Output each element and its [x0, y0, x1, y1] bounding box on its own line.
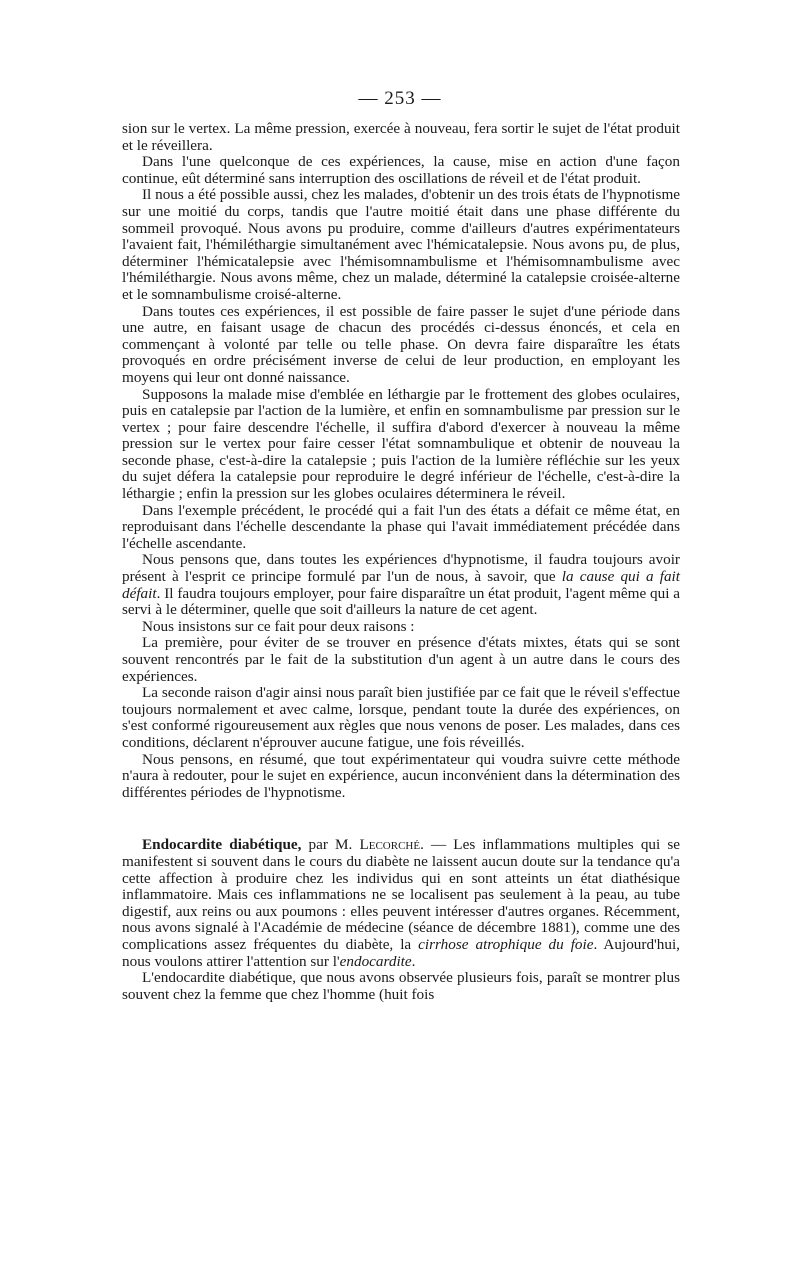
author-name: Lecorché: [359, 836, 421, 854]
paragraph: Nous pensons, en résumé, que tout expérimentateur qui voudra suivre cette méthode n'aura à redouter, pour le sujet en expérience, aucun inconvénient dans la détermination des différentes périodes de l'hypnotisme.: [122, 750, 680, 801]
italic-phrase: la cause qui a fait défait: [122, 568, 680, 602]
section-title: Endocardite diabétique,: [142, 836, 302, 854]
text-run: . Aujourd'hui, nous voulons attirer l'attention sur l': [122, 935, 680, 970]
italic-phrase: cirrhose atrophique du foie: [418, 935, 594, 953]
paragraph: Il nous a été possible aussi, chez les malades, d'obtenir un des trois états de l'hypnotisme sur une moitié du corps, tandis que l'autre moitié était dans une phase différente du sommeil provoqué. Nous avons pu produire, comme d'ailleurs d'autres expérimentateurs l'avaient fait, l'hémiléthargie simultanément avec l'hémicatalepsie. Nous avons pu, de plus, déterminer l'hémicatalepsie avec l'hémisomnambulisme et l'hémisomnambulisme avec l'hémiléthargie. Nous avons même, chez un malade, déterminé la catalepsie croisée-alterne et le somnambulisme croisé-alterne.: [122, 186, 680, 303]
page-body: [122, 121, 680, 1003]
page-number: — 253 —: [358, 88, 442, 109]
italic-phrase: endocardite: [339, 952, 412, 970]
paragraph: L'endocardite diabétique, que nous avons observée plusieurs fois, paraît se montrer plus souvent chez la femme que chez l'homme (huit fois: [122, 969, 680, 1003]
paragraph: La seconde raison d'agir ainsi nous paraît bien justifiée par ce fait que le réveil s'effectue toujours normalement et avec calme, lorsque, pendant toute la durée des expériences, on s'est conformé rigoureusement aux règles que nous venons de poser. Les malades, dans ces conditions, déclarent n'éprouver aucune fatigue, une fois réveillés.: [122, 684, 680, 751]
paragraph: Dans l'exemple précédent, le procédé qui a fait l'un des états a défait ce même état, en reproduisant dans l'échelle descendante la phase qui l'avait immédiatement précédée dans l'échelle ascendante.: [122, 501, 680, 552]
paragraph: La première, pour éviter de se trouver en présence d'états mixtes, états qui se sont souvent rencontrés par le fait de la substitution d'un agent à un autre dans le cours des expériences.: [122, 634, 680, 685]
paragraph: Dans toutes ces expériences, il est possible de faire passer le sujet d'une période dans une autre, en faisant usage de chacun des procédés ci-dessus énoncés, et cela en commençant à volonté par telle ou telle phase. On devra faire disparaître les états provoqués en ordre précisément inverse de celui de leur production, en employant les moyens qui leur ont donné naissance.: [122, 302, 680, 386]
section-paragraph: [122, 837, 680, 970]
section-spacer: [122, 801, 680, 837]
paragraph: Nous insistons sur ce fait pour deux raisons :: [142, 617, 415, 635]
text-run: .: [411, 952, 416, 970]
paragraph: Supposons la malade mise d'emblée en léthargie par le frottement des globes oculaires, puis en catalepsie par l'action de la lumière, et enfin en somnambulisme par pression sur le vertex ; pour faire descendre l'échelle, il suffira d'abord d'exercer à nouveau la même pression sur le vertex pour faire cesser l'état somnambulique et obtenir de nouveau la seconde phase, c'est-à-dire la catalepsie ; puis l'action de la lumière réfléchie sur les yeux du sujet défera la catalepsie pour reproduire le degré inférieur de l'échelle, c'est-à-dire la léthargie ; enfin la pression sur les globes oculaires déterminera le réveil.: [122, 385, 680, 503]
paragraph-continuation: sion sur le vertex. La même pression, exercée à nouveau, fera sortir le sujet de l'état produit et le réveillera.: [122, 120, 680, 154]
paragraph-principle: [122, 552, 680, 618]
text-run: . Il faudra toujours employer, pour faire disparaître un état produit, l'agent même qui a servi à le déterminer, quelle que soit d'ailleurs la nature de cet agent.: [122, 584, 680, 619]
text-run: . — Les inflammations multiples qui se manifestent si souvent dans le cours du diabète ne laissent aucun doute sur la tendance qu'a cette affection à produire chez les individus qui en sont atteints un état diathésique inflammatoire. Mais ces inflammations ne se localisent pas seulement à la peau, au tube digestif, aux reins ou aux poumons : elles peuvent intéresser d'autres organes. Récemment, nous avons signalé à l'Académie de médecine (séance de décembre 1881), comme une des complications assez fréquentes du diabète, la: [122, 836, 680, 953]
text-run: Nous pensons que, dans toutes les expériences d'hypnotisme, il faudra toujours avoir présent à l'esprit ce principe formulé par l'un de nous, à savoir, que: [122, 551, 680, 586]
text-run: par M.: [301, 836, 360, 854]
paragraph: Dans l'une quelconque de ces expériences, la cause, mise en action d'une façon continue, eût déterminé sans interruption des oscillations de réveil et de l'état produit.: [122, 153, 680, 187]
